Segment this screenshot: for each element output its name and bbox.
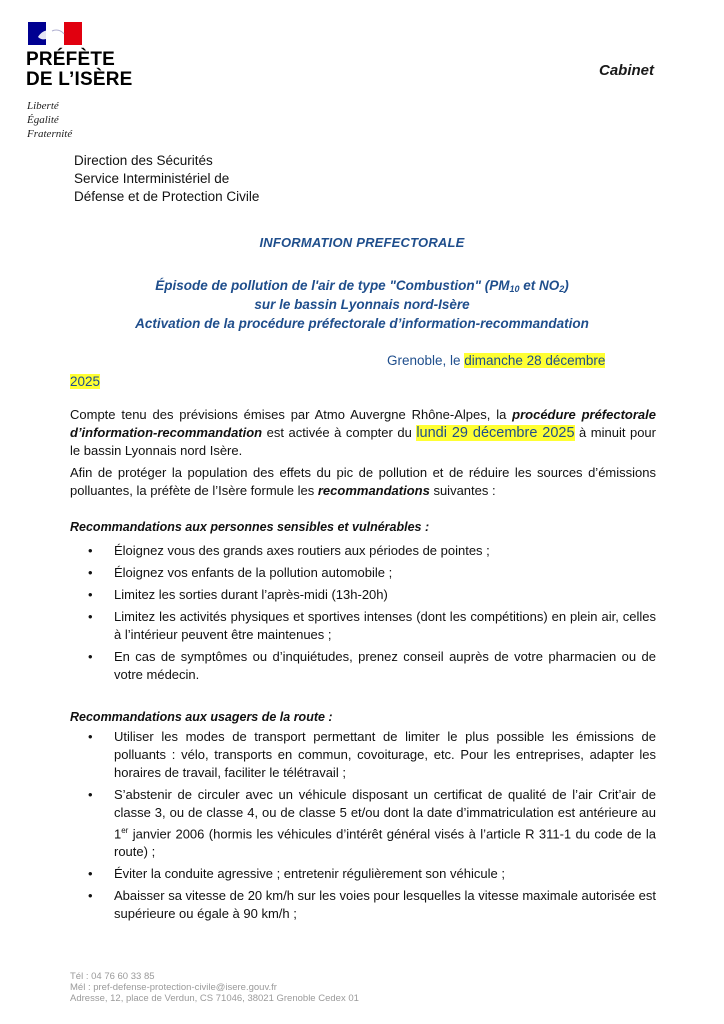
episode-title-line-2: sur le bassin Lyonnais nord-Isère	[254, 297, 470, 312]
bullet-icon: •	[88, 609, 93, 624]
prefecture-line-1: PRÉFÈTE	[26, 49, 116, 70]
intro-paragraph-2: Afin de protéger la population des effets du pic de pollution et de réduire les sources d’émissions polluantes, la préfète de l’Isère formule les recommandations suivantes :	[70, 465, 656, 498]
sensitive-recommendations-list	[70, 542, 656, 688]
cabinet-label: Cabinet	[598, 62, 654, 79]
motto-liberte: Liberté	[27, 100, 59, 112]
directorate-line-1: Direction des Sécurités	[74, 153, 213, 168]
list-item: • S’abstenir de circuler avec un véhicule disposant un certificat de qualité de l’air Crit’air de classe 3, ou de classe 4, ou de classe 5 et/ou dont la date d’immatriculation est antérieure au 1er janvier 2006 (hormis les véhicules d’intérêt général visés à l’article R 311-1 du code de la route) ;	[88, 787, 656, 860]
intro-paragraph-1: Compte tenu des prévisions émises par Atmo Auvergne Rhône-Alpes, la procédure préfectorale d’information-recommandation est activée à compter du lundi 29 décembre 2025 à minuit pour le bassin Lyonnais nord Isère.	[70, 407, 656, 458]
contact-footer	[70, 971, 470, 1004]
republic-motto	[27, 99, 117, 141]
list-item: • Limitez les activités physiques et sportives intenses (dont les compétitions) en plein air, celles à l’intérieur peuvent être maintenues ;	[88, 609, 656, 642]
date-prefix: Grenoble, le	[387, 353, 465, 368]
bullet-icon: •	[88, 888, 93, 904]
prefecture-name	[26, 50, 186, 90]
bullet-icon: •	[88, 587, 93, 602]
motto-egalite: Égalité	[27, 114, 59, 126]
bullet-icon: •	[88, 787, 93, 802]
road-section-title: Recommandations aux usagers de la route :	[70, 710, 333, 724]
list-item: • Utiliser les modes de transport permettant de limiter le plus possible les émissions de polluants : vélo, transports en commun, covoiturage, etc. Pour les entreprises, adapter les horaires de travail, faciliter le télétravail ;	[88, 729, 656, 780]
footer-phone: Tél : 04 76 60 33 85	[70, 971, 155, 982]
list-item: • Éviter la conduite agressive ; entretenir régulièrement son véhicule ;	[88, 866, 505, 882]
date-day-highlight: dimanche 28 décembre	[464, 353, 606, 368]
list-item: • En cas de symptômes ou d’inquiétudes, prenez conseil auprès de votre pharmacien ou de votre médecin.	[88, 649, 656, 682]
list-item: • Limitez les sorties durant l’après-midi (13h-20h)	[88, 587, 388, 602]
motto-fraternite: Fraternité	[27, 128, 73, 140]
list-item: • Abaisser sa vitesse de 20 km/h sur les voies pour lesquelles la vitesse maximale autorisée est supérieure ou égale à 90 km/h ;	[88, 888, 656, 922]
directorate-line-2: Service Interministériel de	[74, 171, 230, 186]
episode-title-line-1: Épisode de pollution de l'air de type "Combustion" ($PM_{10}$ et $NO_2$)	[155, 278, 569, 294]
activation-date-highlight: lundi 29 décembre 2025	[416, 425, 575, 441]
directorate-line-3: Défense et de Protection Civile	[74, 189, 260, 204]
date-line	[70, 350, 660, 392]
document-type-title: INFORMATION PREFECTORALE	[259, 235, 465, 250]
sensitive-section-title: Recommandations aux personnes sensibles et vulnérables :	[70, 520, 430, 534]
directorate-block	[74, 152, 374, 206]
procedure-emphasis: procédure préfectorale d’information-recommandation	[70, 407, 656, 440]
episode-title-line-3: Activation de la procédure préfectorale d’information-recommandation	[135, 316, 589, 331]
bullet-icon: •	[88, 543, 93, 558]
footer-address: Adresse, 12, place de Verdun, CS 71046, 38021 Grenoble Cedex 01	[70, 993, 359, 1004]
bullet-icon: •	[88, 565, 93, 580]
list-item: • Éloignez vous des grands axes routiers aux périodes de pointes ;	[88, 543, 490, 558]
episode-title	[0, 276, 724, 333]
prefecture-line-2: DE L’ISÈRE	[26, 69, 133, 90]
road-recommendations-list	[70, 728, 656, 927]
bullet-icon: •	[88, 866, 93, 882]
recommendations-emphasis: recommandations	[317, 483, 430, 498]
list-item: • Éloignez vos enfants de la pollution automobile ;	[88, 565, 393, 580]
bullet-icon: •	[88, 649, 93, 664]
bullet-icon: •	[88, 729, 93, 744]
marianne-flag-logo	[28, 22, 82, 45]
footer-email: Mél : pref-defense-protection-civile@isere.gouv.fr	[70, 982, 277, 993]
date-year-highlight: 2025	[70, 374, 101, 389]
